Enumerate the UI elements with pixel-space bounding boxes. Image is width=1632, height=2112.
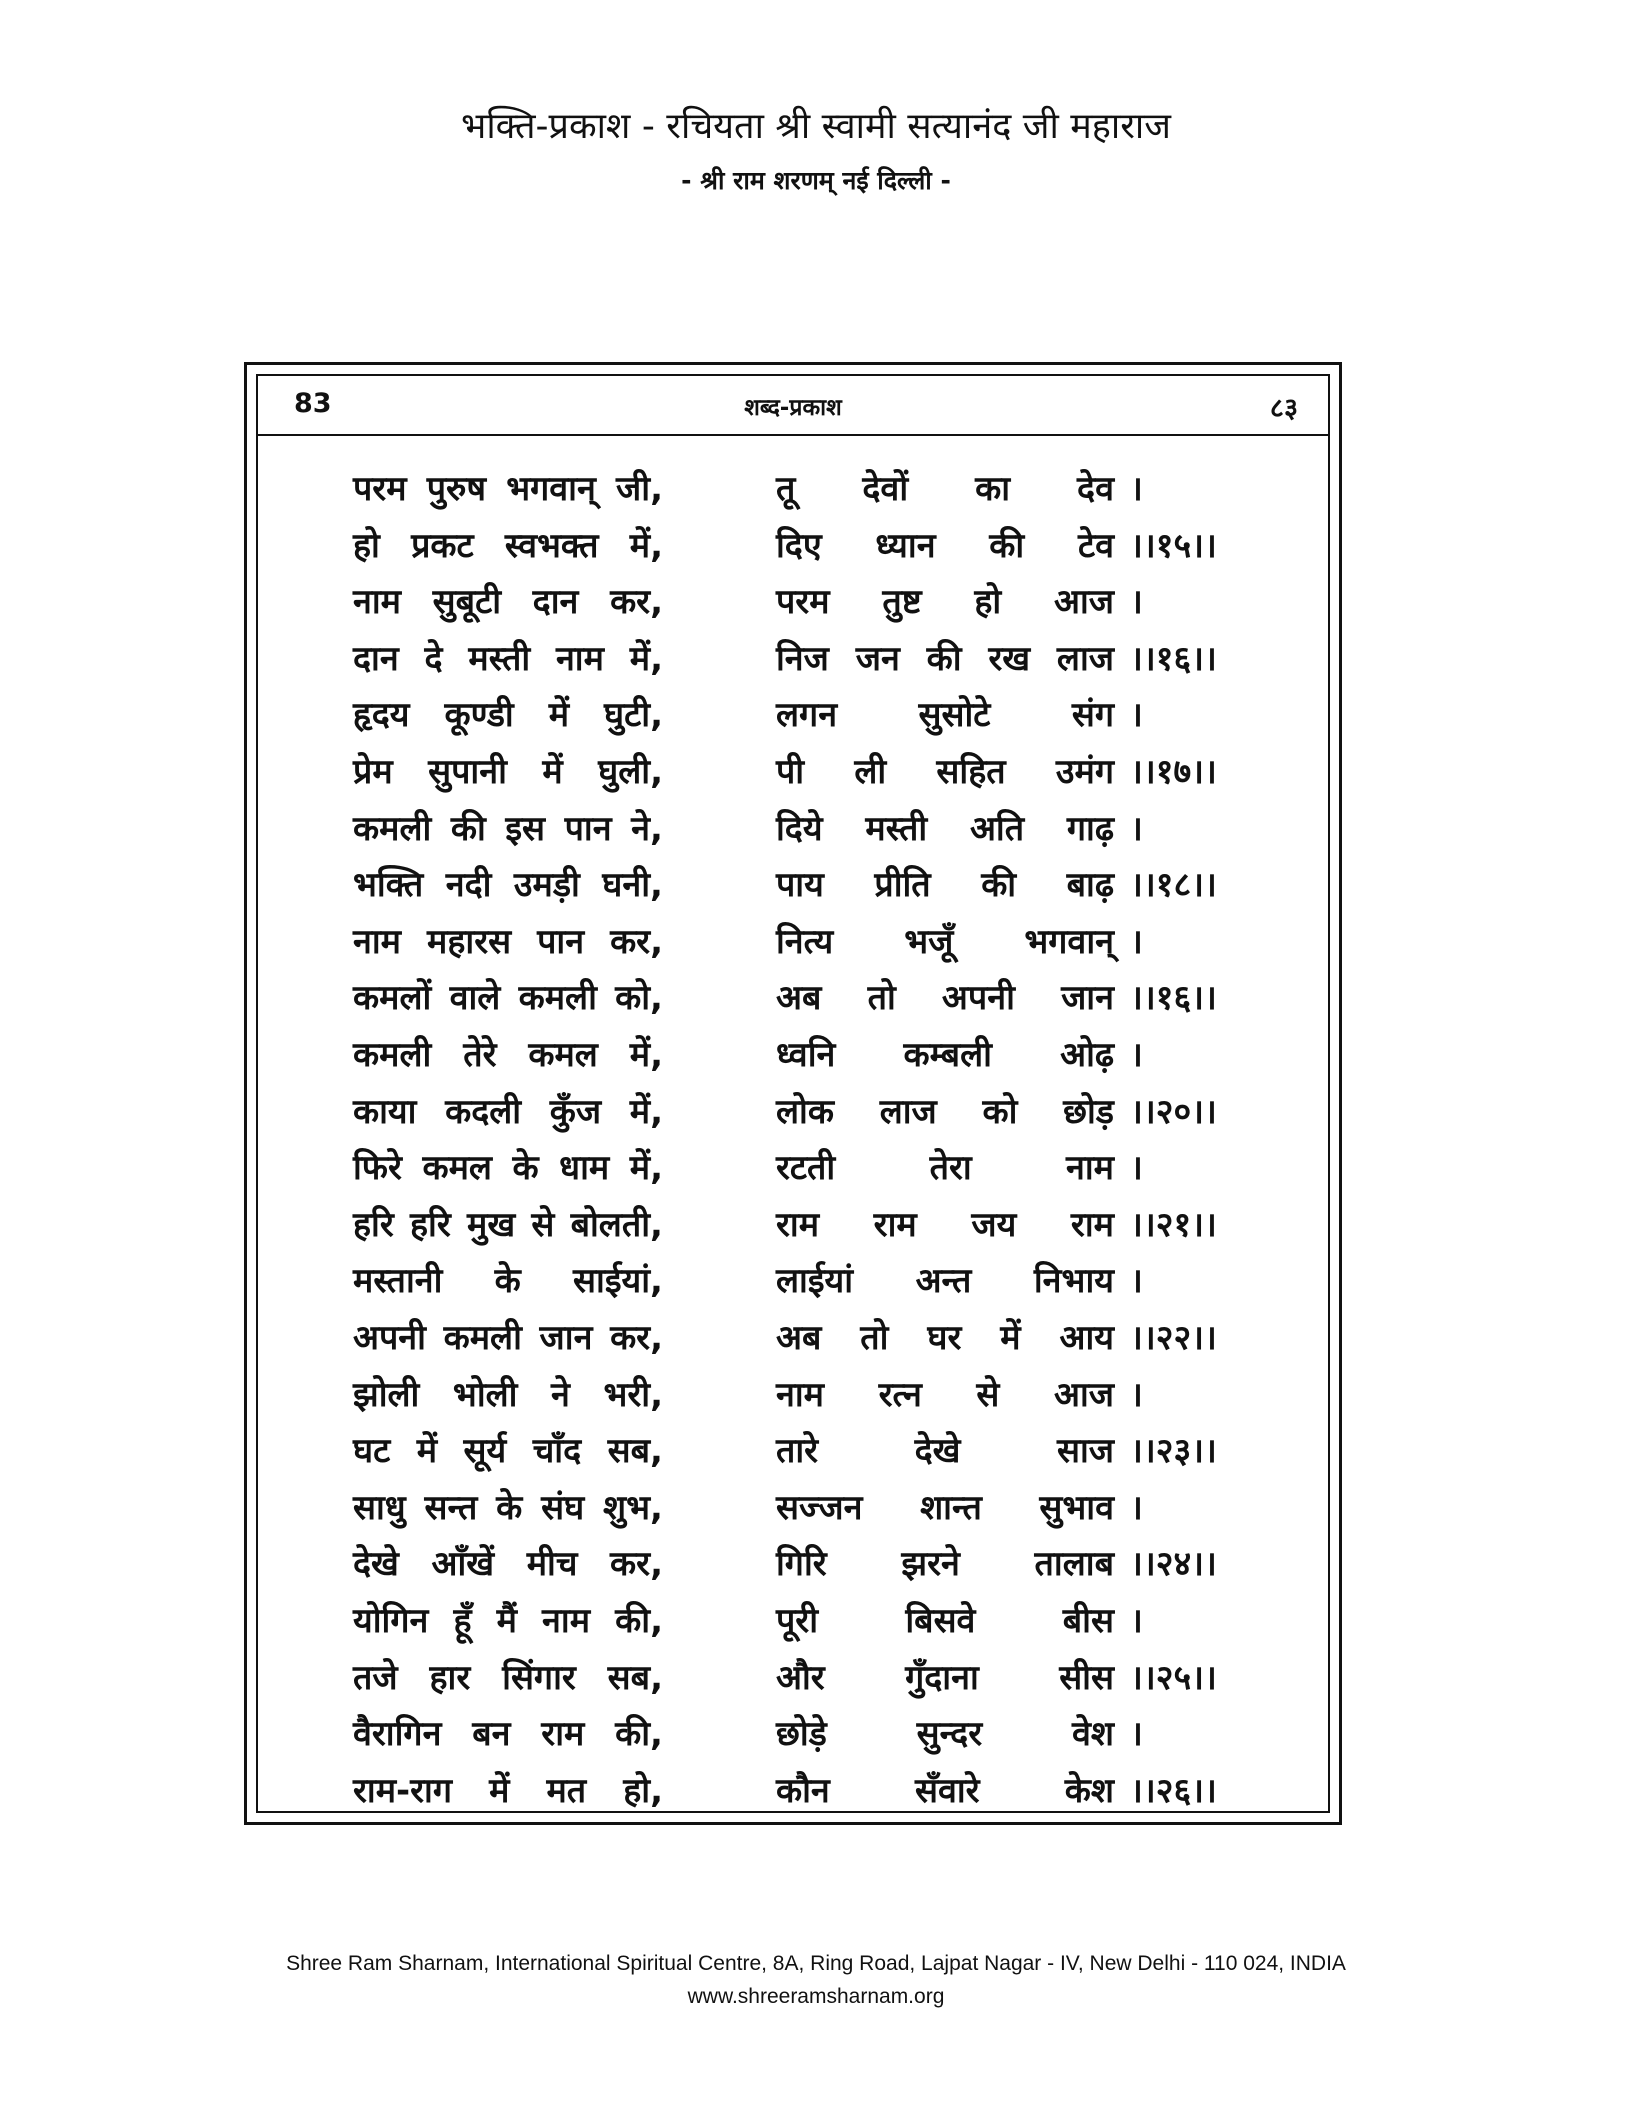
verse-word: चाँद (532, 1431, 582, 1472)
verse-second-half (776, 518, 1114, 574)
verse-word: साधु (353, 1487, 406, 1528)
verse-number-mark: । (1130, 1601, 1143, 1641)
verse-word: पुरुष (426, 469, 487, 509)
verse-word: प्रेम (353, 752, 393, 792)
verse-second-half (776, 1140, 1114, 1196)
verse-word: के (496, 1487, 523, 1528)
verse-second-half (776, 687, 1114, 743)
verse-word: साईयां, (573, 1261, 663, 1302)
verse-word: काया (353, 1091, 417, 1132)
verse-word: शुभ, (603, 1487, 663, 1528)
verse-number-mark: । (1130, 1487, 1143, 1528)
verse-line (258, 857, 1328, 913)
verse-word: योगिन (353, 1601, 429, 1641)
verse-first-half (353, 1763, 663, 1819)
verse-word: की, (615, 1714, 663, 1755)
verse-first-half (353, 1536, 663, 1592)
verse-word: में, (629, 638, 663, 679)
verse-word: भगवान् (506, 469, 596, 509)
verse-line (258, 1650, 1328, 1706)
verse-word: तू (776, 469, 796, 509)
verse-word: घुटी, (604, 695, 663, 736)
verse-word: मत (546, 1770, 587, 1811)
verse-number-mark: । (1130, 921, 1143, 962)
verse-word: प्रीति (874, 865, 931, 906)
verse-word: के (494, 1261, 521, 1302)
verse-word: की (989, 525, 1025, 566)
verse-number-mark: ।।२६।। (1130, 1770, 1217, 1811)
verse-number-mark: । (1130, 1148, 1143, 1189)
verse-word: निभाय (1033, 1261, 1114, 1302)
verse-line (258, 518, 1328, 574)
verse-first-half (353, 1480, 663, 1536)
verse-line (258, 1367, 1328, 1423)
verse-word: बाढ़ (1066, 865, 1114, 906)
verse-word: को, (615, 978, 663, 1019)
verse-word: नाम (555, 638, 604, 679)
verse-word: अति (969, 808, 1025, 849)
verse-word: पूरी (776, 1601, 819, 1641)
verse-line (258, 1593, 1328, 1649)
verse-first-half (353, 631, 663, 687)
verse-first-half (353, 1593, 663, 1649)
verse-number-mark: ।।२१।। (1130, 1204, 1217, 1245)
verse-word: सन्त (424, 1487, 478, 1528)
verse-word: तेरा (929, 1148, 972, 1189)
verse-word: नाम (776, 1374, 825, 1415)
verse-line (258, 1197, 1328, 1253)
verse-word: अन्त (915, 1261, 972, 1302)
verse-word: तेरे (463, 1035, 497, 1075)
verse-first-half (353, 1423, 663, 1479)
verse-word: मैं (496, 1601, 517, 1641)
verse-word: हो (974, 582, 1002, 623)
verse-word: लाज (879, 1091, 937, 1132)
verse-word: राम (1070, 1204, 1114, 1245)
verse-first-half (353, 1140, 663, 1196)
verse-word: हो (353, 525, 380, 566)
verse-word: घनी, (602, 865, 663, 906)
verse-word: कमलों (353, 978, 432, 1019)
verse-number-mark: ।।२०।। (1130, 1091, 1217, 1132)
verse-word: से (976, 1374, 1000, 1415)
verse-word: पाय (776, 865, 824, 906)
verse-word: उमड़ी (513, 865, 580, 906)
verse-word: कर, (610, 921, 663, 962)
verse-first-half (353, 1084, 663, 1140)
verse-word: साज (1056, 1431, 1114, 1472)
verse-word: की, (615, 1601, 663, 1641)
verse-word: संघ (541, 1487, 585, 1528)
verse-word: अपनी (941, 978, 1015, 1019)
verse-first-half (353, 1367, 663, 1423)
verse-first-half (353, 801, 663, 857)
verse-word: सज्जन (776, 1487, 863, 1528)
verse-second-half (776, 1253, 1114, 1309)
verse-first-half (353, 1253, 663, 1309)
verse-word: हूँ (453, 1601, 472, 1641)
verse-line (258, 461, 1328, 517)
verse-word: केश (1064, 1770, 1114, 1811)
verse-word: धाम (559, 1148, 610, 1189)
verse-number-mark: । (1130, 808, 1143, 849)
verse-word: कमली (353, 808, 432, 849)
verse-word: नाम (1065, 1148, 1114, 1189)
verse-second-half (776, 1310, 1114, 1366)
verse-number-mark: । (1130, 695, 1143, 736)
verse-word: के (512, 1148, 539, 1189)
verse-first-half (353, 518, 663, 574)
verse-word: नाम (542, 1601, 591, 1641)
verse-word: वेश (1071, 1714, 1114, 1755)
verse-word: ध्वनि (776, 1035, 836, 1075)
verse-word: झरने (901, 1544, 960, 1585)
verse-word: शान्त (920, 1487, 982, 1528)
verse-word: तारे (776, 1431, 819, 1472)
verse-word: पान (537, 921, 585, 962)
verse-word: दिए (776, 525, 822, 566)
verse-word: बिसवे (905, 1601, 976, 1641)
verse-number-mark: ।।१८।। (1130, 865, 1217, 906)
verse-word: जी, (616, 469, 663, 509)
verse-line (258, 1763, 1328, 1819)
verse-word: कमल (528, 1035, 598, 1075)
verse-word: बीस (1062, 1601, 1114, 1641)
verse-word: उमंग (1055, 752, 1114, 792)
verse-second-half (776, 1197, 1114, 1253)
verse-word: अब (776, 978, 822, 1019)
verse-number-mark: । (1130, 1714, 1143, 1755)
verse-word: सूर्य (463, 1431, 507, 1472)
verse-number-mark: । (1130, 469, 1143, 509)
verse-word: ली (854, 752, 887, 792)
verse-word: मस्ती (865, 808, 928, 849)
verse-word: तजे (353, 1657, 398, 1698)
verse-word: फिरे (353, 1148, 402, 1189)
verse-word: कमली (518, 978, 597, 1019)
verse-word: आज (1054, 1374, 1114, 1415)
verse-word: रत्न (878, 1374, 922, 1415)
verse-word: लोक (776, 1091, 834, 1132)
verse-word: कम्बली (903, 1035, 992, 1075)
verse-line (258, 801, 1328, 857)
verse-number-mark: ।।२४।। (1130, 1544, 1217, 1585)
verse-word: छोड़े (776, 1714, 827, 1755)
verse-word: में, (629, 1035, 663, 1075)
verse-first-half (353, 574, 663, 630)
verse-word: लाज (1056, 638, 1114, 679)
verse-word: कुँज (549, 1091, 602, 1132)
verse-word: गुँदाना (905, 1657, 979, 1698)
verse-second-half (776, 461, 1114, 517)
verse-word: मुख (467, 1204, 516, 1245)
verse-word: मस्ती (468, 638, 531, 679)
verse-word: नित्य (776, 921, 834, 962)
verse-first-half (353, 1027, 663, 1083)
verse-word: अपनी (353, 1318, 426, 1358)
verse-word: दिये (776, 808, 823, 849)
verse-word: आज (1053, 582, 1114, 623)
verse-word: तालाब (1034, 1544, 1114, 1585)
page-number-right: ८३ (1269, 393, 1298, 424)
verse-word: सुसोटे (918, 695, 991, 736)
page-frame-inner (256, 374, 1330, 1813)
verse-word: दान (353, 638, 399, 679)
verse-word: भगवान् (1024, 921, 1114, 962)
page-bar (258, 388, 1328, 428)
verse-word: झोली (353, 1374, 420, 1415)
verse-word: सिंगार (502, 1657, 576, 1698)
verse-word: राम (541, 1714, 585, 1755)
verse-word: में, (629, 525, 663, 566)
verse-word: घट (353, 1431, 391, 1472)
verse-line (258, 744, 1328, 800)
verse-word: सँवारे (914, 1770, 980, 1811)
verse-second-half (776, 1027, 1114, 1083)
verse-word: भक्ति (353, 865, 424, 906)
verse-number-mark: ।।२५।। (1130, 1657, 1217, 1698)
verse-word: राम (776, 1204, 820, 1245)
verse-word: कर, (610, 1544, 663, 1585)
verse-word: पान (564, 808, 612, 849)
verse-word: बोलती, (570, 1204, 663, 1245)
verse-first-half (353, 970, 663, 1026)
verse-second-half (776, 1706, 1114, 1762)
verse-second-half (776, 1763, 1114, 1819)
verse-line (258, 1423, 1328, 1479)
verse-number-mark: । (1130, 582, 1143, 623)
verse-second-half (776, 970, 1114, 1026)
verse-word: तो (860, 1318, 889, 1358)
verse-number-mark: । (1130, 1261, 1143, 1302)
verse-word: रटती (776, 1148, 836, 1189)
verse-number-mark: ।।२३।। (1130, 1431, 1217, 1472)
verse-word: भरी, (603, 1374, 663, 1415)
footer-website: www.shreeramsharnam.org (687, 1985, 945, 2008)
verse-word: सुभाव (1039, 1487, 1114, 1528)
verse-word: ने (551, 1374, 570, 1415)
verse-line (258, 1253, 1328, 1309)
verse-second-half (776, 1084, 1114, 1140)
verse-first-half (353, 1197, 663, 1253)
verse-word: की (450, 808, 486, 849)
verse-word: में, (629, 1148, 663, 1189)
verse-word: ध्यान (875, 525, 936, 566)
verse-second-half (776, 1423, 1114, 1479)
verse-word: हो, (623, 1770, 663, 1811)
verse-word: सब, (607, 1657, 663, 1698)
verse-word: भजूँ (904, 921, 954, 962)
verse-first-half (353, 461, 663, 517)
verse-word: बन (472, 1714, 511, 1755)
verse-second-half (776, 1593, 1114, 1649)
verse-word: हृदय (353, 695, 410, 736)
verse-number-mark: ।।२२।। (1130, 1318, 1217, 1358)
header-title: भक्ति-प्रकाश - रचियता श्री स्वामी सत्यानंद जी महाराज (461, 106, 1171, 147)
verse-first-half (353, 1650, 663, 1706)
verse-word: और (776, 1657, 825, 1698)
verse-second-half (776, 914, 1114, 970)
verse-word: प्रकट (411, 525, 474, 566)
page-number-left: 83 (294, 388, 332, 419)
verse-word: देखे (914, 1431, 961, 1472)
verse-word: इस (505, 808, 546, 849)
verse-line (258, 1480, 1328, 1536)
verse-word: भोली (452, 1374, 518, 1415)
verse-second-half (776, 744, 1114, 800)
verse-word: पी (776, 752, 805, 792)
verse-line (258, 1084, 1328, 1140)
verse-word: नदी (445, 865, 492, 906)
verse-word: कौन (776, 1770, 830, 1811)
verse-second-half (776, 1650, 1114, 1706)
verse-word: नाम (353, 921, 402, 962)
footer-address: Shree Ram Sharnam, International Spiritual Centre, 8A, Ring Road, Lajpat Nagar - IV, New Delhi - 110 024, INDIA (286, 1952, 1346, 1975)
verse-word: मस्तानी (353, 1261, 443, 1302)
verse-word: कमली (353, 1035, 432, 1075)
verse-word: देवों (862, 469, 909, 509)
verse-word: राम-राग (353, 1770, 453, 1811)
verse-word: में, (629, 1091, 663, 1132)
verse-word: कमली (443, 1318, 522, 1358)
verse-word: कमल (422, 1148, 492, 1189)
verse-word: तो (867, 978, 896, 1019)
verse-number-mark: ।।१५।। (1130, 525, 1217, 566)
verse-word: नाम (353, 582, 402, 623)
verse-word: वैरागिन (353, 1714, 442, 1755)
verse-second-half (776, 1480, 1114, 1536)
verse-second-half (776, 801, 1114, 857)
verse-word: में (489, 1770, 510, 1811)
verse-word: संग (1071, 695, 1114, 736)
verse-word: स्वभक्त (504, 525, 599, 566)
verse-word: लाईयां (776, 1261, 854, 1302)
verse-line (258, 687, 1328, 743)
verse-word: का (975, 469, 1011, 509)
verse-line (258, 914, 1328, 970)
page-section-title: शब्द-प्रकाश (744, 395, 842, 421)
verse-word: में (416, 1431, 438, 1472)
verse-line (258, 631, 1328, 687)
verse-word: देखे (353, 1544, 399, 1585)
verse-word: महारस (427, 921, 512, 962)
verse-second-half (776, 631, 1114, 687)
verse-word: सुन्दर (916, 1714, 983, 1755)
verse-word: सीस (1059, 1657, 1114, 1698)
verse-word: टेव (1077, 525, 1114, 566)
page-frame (244, 362, 1342, 1825)
verse-word: परम (353, 469, 407, 509)
verse-word: राम (873, 1204, 917, 1245)
verse-word: वाले (449, 978, 501, 1019)
verse-first-half (353, 1706, 663, 1762)
verse-word: में (1000, 1318, 1021, 1358)
verse-number-mark: ।।१७।। (1130, 752, 1217, 792)
verse-word: दान (532, 582, 579, 623)
verse-word: घर (927, 1318, 962, 1358)
verse-second-half (776, 1367, 1114, 1423)
verse-line (258, 970, 1328, 1026)
verse-word: में (542, 752, 563, 792)
verse-word: सब, (607, 1431, 663, 1472)
verse-word: निज (776, 638, 829, 679)
verse-word: आँखें (431, 1544, 495, 1585)
verse-word: कर, (610, 582, 663, 623)
verse-word: देव (1077, 469, 1114, 509)
verse-line (258, 1536, 1328, 1592)
verse-line (258, 1027, 1328, 1083)
verse-word: हरि (353, 1204, 394, 1245)
header-subtitle: - श्री राम शरणम् नई दिल्ली - (681, 166, 951, 195)
verse-word: परम (776, 582, 830, 623)
verse-word: ओढ़ (1060, 1035, 1114, 1075)
verse-word: अब (776, 1318, 822, 1358)
verse-word: कदली (445, 1091, 522, 1132)
verse-number-mark: । (1130, 1374, 1143, 1415)
verse-word: कूण्डी (444, 695, 514, 736)
verse-line (258, 1140, 1328, 1196)
verse-word: सुपानी (428, 752, 507, 792)
page-bar-rule (258, 434, 1328, 436)
verse-word: सुबूटी (432, 582, 502, 623)
verse-word: आय (1059, 1318, 1114, 1358)
verse-word: कर, (610, 1318, 663, 1358)
verse-word: जान (1061, 978, 1114, 1019)
verse-first-half (353, 687, 663, 743)
verse-line (258, 1310, 1328, 1366)
verse-word: हार (429, 1657, 471, 1698)
verse-number-mark: ।।१६।। (1130, 638, 1217, 679)
verse-word: जन (855, 638, 900, 679)
verse-word: की (981, 865, 1017, 906)
verse-word: में (548, 695, 570, 736)
verse-word: जय (971, 1204, 1017, 1245)
verse-word: तुष्ट (882, 582, 922, 623)
verse-word: ने, (631, 808, 663, 849)
verse-word: से (531, 1204, 555, 1245)
verse-first-half (353, 914, 663, 970)
verse-word: गिरि (776, 1544, 827, 1585)
verse-first-half (353, 857, 663, 913)
verse-word: दे (424, 638, 443, 679)
verse-word: छोड़ (1063, 1091, 1114, 1132)
verse-number-mark: । (1130, 1035, 1143, 1075)
verse-word: जान (539, 1318, 593, 1358)
verse-word: की (926, 638, 962, 679)
verse-first-half (353, 744, 663, 800)
verse-word: गाढ़ (1066, 808, 1114, 849)
verse-line (258, 574, 1328, 630)
verse-word: सहित (936, 752, 1006, 792)
verse-second-half (776, 574, 1114, 630)
verse-word: मीच (526, 1544, 578, 1585)
verse-word: को (982, 1091, 1018, 1132)
verse-number-mark: ।।१६।। (1130, 978, 1217, 1019)
verse-second-half (776, 857, 1114, 913)
verse-word: हरि (410, 1204, 451, 1245)
verse-first-half (353, 1310, 663, 1366)
verse-word: घुली, (598, 752, 663, 792)
verse-line (258, 1706, 1328, 1762)
verse-word: लगन (776, 695, 838, 736)
verse-second-half (776, 1536, 1114, 1592)
verse-word: रख (988, 638, 1031, 679)
